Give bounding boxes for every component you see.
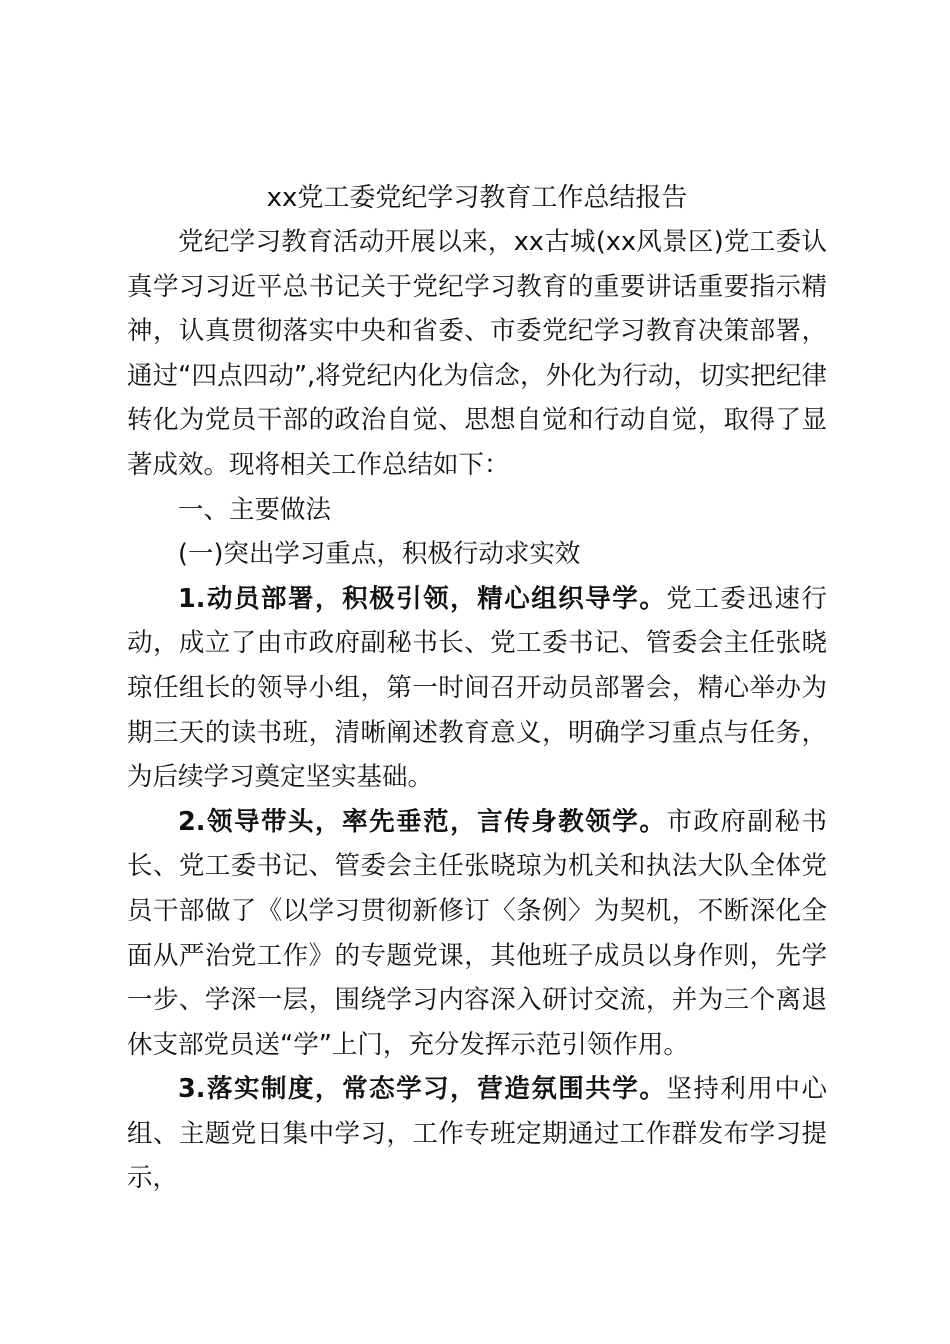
item-body-3: 坚持利用中心组、主题党日集中学习，工作专班定期通过工作群发布学习提示， [127, 1074, 827, 1194]
item-paragraph-2 [127, 800, 827, 1068]
item-paragraph-1 [127, 577, 827, 800]
item-lead-1: 1.动员部署，积极引领，精心组织导学。 [178, 583, 667, 614]
item-paragraph-3 [127, 1067, 827, 1201]
document-title: xx党工委党纪学习教育工作总结报告 [266, 183, 688, 213]
item-body-1: 党工委迅速行动，成立了由市政府副秘书长、党工委书记、管委会主任张晓琼任组长的领导小组，第一时间召开动员部署会，精心举办为期三天的读书班，清晰阐述教育意义，明确学习重点与任务，为后续学习奠定坚实基础。 [127, 583, 827, 793]
item-lead-2: 2.领导带头，率先垂范，言传身教领学。 [178, 806, 667, 837]
section-heading-main-practices: 一、主要做法 [178, 494, 332, 525]
intro-paragraph: 党纪学习教育活动开展以来，xx古城(xx风景区)党工委认真学习习近平总书记关于党纪学习教育的重要讲话重要指示精神，认真贯彻落实中央和省委、市委党纪学习教育决策部署，通过“四点四动”,将党纪内化为信念，外化为行动，切实把纪律转化为党员干部的政治自觉、思想自觉和行动自觉，取得了显著成效。现将相关工作总结如下： [127, 227, 827, 480]
document-body [127, 176, 827, 1201]
item-body-2: 市政府副秘书长、党工委书记、管委会主任张晓琼为机关和执法大队全体党员干部做了《以学习贯彻新修订〈条例〉为契机，不断深化全面从严治党工作》的专题党课，其他班子成员以身作则，先学一步、学深一层，围绕学习内容深入研讨交流，并为三个离退休支部党员送“学”上门，充分发挥示范引领作用。 [127, 806, 827, 1060]
item-lead-3: 3.落实制度，常态学习，营造氛围共学。 [178, 1074, 667, 1105]
subsection-heading-1: (一)突出学习重点，积极行动求实效 [178, 539, 581, 570]
